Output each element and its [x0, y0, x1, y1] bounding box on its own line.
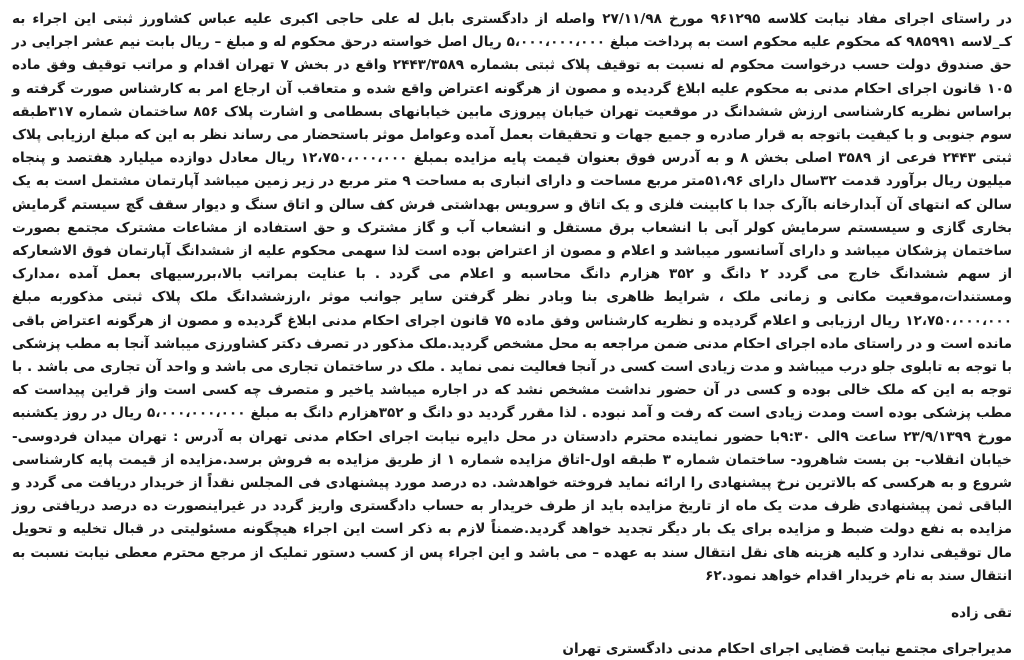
notice-body: در راستای اجرای مفاد نیابت کلاسه ۹۶۱۲۹۵ مورخ ۲۷/۱۱/۹۸ واصله از دادگستری بابل له علی حاجی اکبری علیه عباس کشاورز ثبتی این اجراء به کـ_لاسه ۹۸۵۹۹۱ که محکوم علیه محکوم است به پرداخت مبلغ ۵،۰۰۰،۰۰۰،۰۰۰ ریال اصل خواسته درحق محکوم له و مبلغ – ریال بابت نیم عشر اجرایی در حق صندوق دولت حسب درخواست محکوم له نسبت به توقیف پلاک ثبتی بشماره ۲۴۴۳/۳۵۸۹ واقع در بخش ۷ تهران اقدام و مراتب توقیف وفق ماده ۱۰۵ قانون اجرای احکام مدنی به محکوم علیه ابلاغ گردیده و مصون از هرگونه اعتراض واقع شده و متعاقب آن ارجاع امر به کارشناس صورت گرفته و براساس نظریه کارشناسی ارزش ششدانگ در موقعیت تهران خیابان پیروزی مابین خیابانهای بسطامی و اشارت پلاک ۸۵۶ ساختمان شماره ۳۱۷طبقه سوم جنوبی و با کیفیت باتوجه به قرار صادره و جمیع جهات و تحقیقات بعمل آمده وعوامل موثر باستحضار می رساند نظر به این که مبلغ ارزیابی پلاک ثبتی ۲۴۴۳ فرعی از ۳۵۸۹ اصلی بخش ۸ و به آدرس فوق بعنوان قیمت پایه مزایده بمبلغ ۱۲،۷۵۰،۰۰۰،۰۰۰ ریال معادل دوازده میلیارد هفتصد و پنجاه میلیون ریال برآورد قدمت ۳۲سال دارای ۵۱،۹۶متر مربع مساحت و دارای انباری به مساحت ۹ متر مربع در زیر زمین میباشد آپارتمان مشتمل است به یک سالن که انتهای آن آبدارخانه باآرک جدا با کابینت فلزی و یک اتاق و سرویس بهداشتی فرش کف سالن و اتاق سنگ و دیوار سقف گچ سیستم گرمایش بخاری گازی و سیسستم سرمایش کولر آبی با انشعاب برق مستقل و انشعاب آب و گاز مشترک و حق استفاده از مشاعات مشترک مجتمع بصورت ساختمان پزشکان میباشد و دارای آسانسور میباشد و اعلام و مصون از اعتراض بوده است لذا سهمی محکوم علیه از ششدانگ آپارتمان فوق الاشعارکه از سهم ششدانگ خارج می گردد ۲ دانگ و ۳۵۲ هزارم دانگ محاسبه و اعلام می گردد . با عنایت بمراتب بالا،بررسیهای بعمل آمده ،مدارک ومستندات،موقعیت مکانی و زمانی ملک ، شرایط ظاهری بنا وبادر نظر گرفتن سایر جوانب موثر ،ارزششدانگ ملک پلاک ثبتی مذکوربه مبلغ ۱۲،۷۵۰،۰۰۰،۰۰۰ ریال ارزیابی و اعلام گردیده و نظریه کارشناس وفق ماده ۷۵ قانون اجرای احکام مدنی ابلاغ گردیده و مصون از هرگونه اعتراض باقی مانده است و در راستای ماده اجرای احکام مدنی ضمن مراجعه به محل مشخص گردید.ملک مذکور در تصرف دکتر کشاورزی میباشد آنجا به مطب پزشکی با توجه به تابلوی جلو درب میباشد و مدت زیادی است کسی در آنجا فعالیت نمی نماید . ملک در ساختمان تجاری می باشد و واحد آن تجاری می باشد . با توجه به این که ملک خالی بوده و کسی در آن حضور نداشت مشخص نشد که در اجاره میباشد یاخیر و متصرف چه کسی است واز قراین پیداست که مطب پزشکی بوده است ومدت زیادی است که رفت و آمد نبوده . لذا مقرر گردید دو دانگ و ۳۵۲هزارم دانگ به مبلغ ۵،۰۰۰،۰۰۰،۰۰۰ ریال در روز یکشنبه مورخ ۲۳/۹/۱۳۹۹ ساعت ۹الی ۹:۳۰با حضور نماینده محترم دادستان در محل دایره نیابت اجرای احکام مدنی تهران به آدرس : تهران میدان فردوسی- خیابان انقلاب- بن بست شاهرود- ساختمان شماره ۳ طبقه اول-اتاق مزایده شماره ۱ از طریق مزایده به فروش برسد.مزایده از قیمت پایه کارشناسی شروع و به هرکسی که بالاترین نرخ پیشنهادی را ارائه نماید فروخته خواهدشد. ده درصد مورد پیشنهادی فی المجلس نقداً از خریدار دریافت می گردد و الباقی ثمن پیشنهادی ظرف مدت یک ماه از تاریخ مزایده باید از طرف خریدار به حساب دادگستری واریز گردد در غیراینصورت ده درصد دریافتی روز مزایده به نفع دولت ضبط و مزایده برای یک بار دیگر تجدید خواهد گردید.ضمناً لازم به ذکر است این اجراء هیچگونه مسئولیتی در قبال تخلیه و تحویل مال توقیفی ندارد و کلیه هزینه های نقل انتقال سند به عهده – می باشد و این اجراء پس از کسب دستور تملیک از مرجع محترم معطی نیابت نسبت به انتقال سند به نام خریدار اقدام خواهد نمود.۶۲ — [12, 11, 1013, 584]
signatory-title: مدیراجرای مجتمع نیابت قضایی اجرای احکام مدنی دادگستری تهران — [562, 641, 1012, 658]
signatory-name: تقی زاده — [951, 605, 1012, 622]
